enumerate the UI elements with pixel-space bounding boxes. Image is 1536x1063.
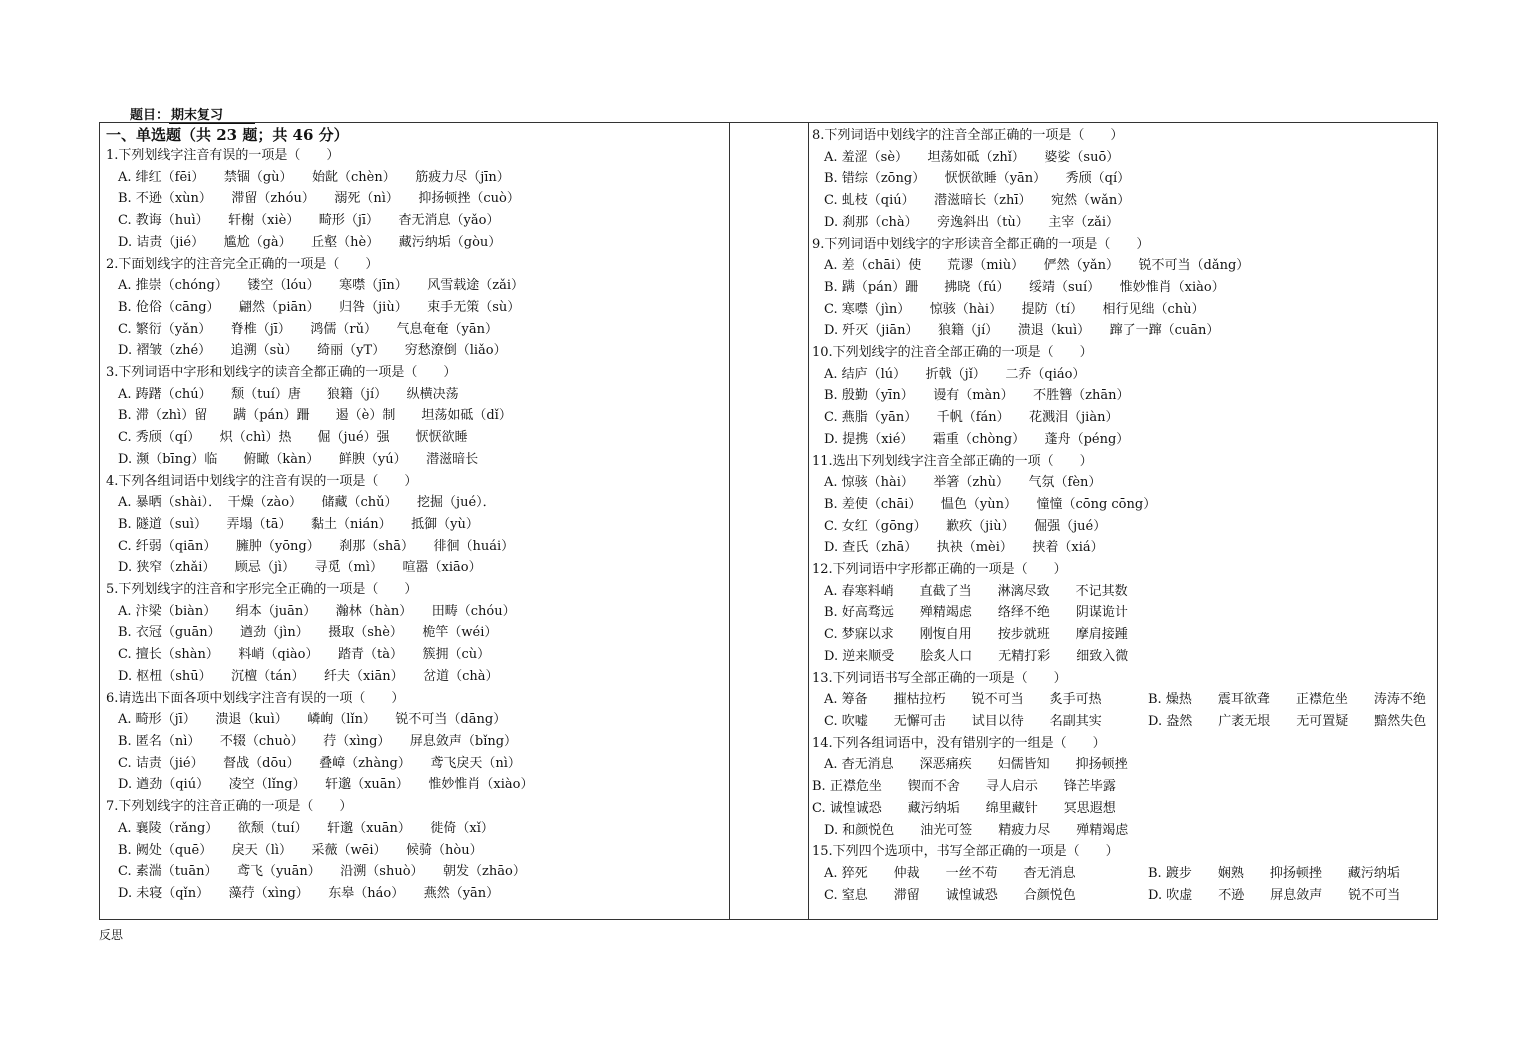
option-line: B. 殷勤（yīn） 谩有（màn） 不胜簪（zhān）	[824, 388, 1130, 404]
option-line: C. 教诲（huì） 轩榭（xiè） 畸形（jī） 杳无消息（yǎo）	[118, 213, 500, 229]
question-stem: 5.下列划线字的注音和字形完全正确的一项是（ ）	[106, 582, 418, 598]
option-line: C. 纤弱（qiān） 臃肿（yōng） 刹那（shā） 徘徊（huái）	[118, 538, 515, 554]
option-line: A. 畸形（jī） 溃退（kuì） 嶙峋（lǐn） 锐不可当（dāng）	[118, 712, 507, 728]
option-line: B. 差使（chāi） 愠色（yùn） 憧憧（cōng cōng）	[824, 496, 1157, 512]
question-table	[99, 122, 1438, 920]
option-line: D. 提携（xié） 霜重（chòng） 蓬舟（péng）	[824, 431, 1130, 447]
section-heading: 一、单选题（共 23 题；共 46 分）	[106, 126, 349, 144]
option-line: A. 惊骇（hài） 举箸（zhù） 气氛（fèn）	[824, 475, 1102, 491]
option-line: D. 歼灭（jiān） 狼籍（jí） 溃退（kuì） 蹿了一蹿（cuān）	[824, 323, 1220, 339]
reflection-label: 反思	[99, 928, 124, 942]
option-line: D. 刹那（chà） 旁逸斜出（tù） 主宰（zǎi）	[824, 214, 1119, 230]
option-line: C. 素湍（tuān） 鸢飞（yuān） 沿溯（shuò） 朝发（zhāo）	[118, 864, 526, 880]
option-line: C. 虬枝（qiú） 潜滋暗长（zhī） 宛然（wǎn）	[824, 193, 1131, 209]
question-stem: 8.下列词语中划线字的注音全部正确的一项是（ ）	[812, 128, 1124, 143]
title-value: 期末复习	[169, 104, 255, 124]
column-divider	[729, 123, 730, 919]
option-line: C. 寒噤（jìn） 惊骇（hài） 提防（tí） 相行见绌（chù）	[824, 301, 1205, 317]
question-stem: 6.请选出下面各项中划线字注音有误的一项（ ）	[106, 690, 405, 706]
option-line: B. 不逊（xùn） 滞留（zhóu） 溺死（nì） 抑扬顿挫（cuò）	[118, 191, 520, 207]
option-line: C. 诘责（jié） 督战（dōu） 叠嶂（zhàng） 鸢飞戾天（nì）	[118, 755, 521, 771]
option-line: A. 推崇（chóng） 镂空（lóu） 寒噤（jīn） 风雪载途（zǎi）	[118, 278, 525, 294]
option-line: B. 蹒（pán）跚 拂晓（fú） 绥靖（suí） 惟妙惟肖（xiào）	[824, 279, 1225, 295]
question-stem: 2.下面划线字的注音完全正确的一项是（ ）	[106, 256, 379, 272]
question-stem: 11.选出下列划线字注音全部正确的一项（ ）	[812, 453, 1093, 469]
question-stem: 1.下列划线字注音有误的一项是（ ）	[106, 148, 340, 163]
option-row	[812, 885, 1434, 907]
option-line: D. 和颜悦色 油光可签 精疲力尽 殚精竭虑	[824, 822, 1129, 838]
option-line: D. 未寝（qǐn） 藻荇（xìng） 东皋（háo） 燕然（yān）	[118, 885, 500, 901]
question-stem: 15.下列四个选项中，书写全部正确的一项是（ ）	[812, 844, 1119, 860]
option-text: D. 盎然 广袤无垠 无可置疑 黯然失色	[1148, 713, 1427, 729]
option-line: A. 杳无消息 深恶痛疾 妇儒皆知 抑扬顿挫	[824, 757, 1128, 773]
option-text: A. 筹备 摧枯拉朽 锐不可当 炙手可热	[824, 692, 1102, 708]
worksheet-title	[130, 104, 255, 124]
option-line: C. 女红（gōng） 歉疚（jiù） 倔强（jué）	[824, 518, 1107, 534]
option-row	[812, 711, 1434, 733]
option-line: B. 滞（zhì）留 蹒（pán）跚 遏（è）制 坦荡如砥（dǐ）	[118, 408, 512, 424]
option-line: D. 逆来顺受 脍炙人口 无精打彩 细致入微	[824, 648, 1129, 664]
option-line: B. 阙处（quē） 戾天（lì） 采薇（wēi） 候骑（hòu）	[118, 842, 483, 858]
right-question-list	[812, 125, 1434, 906]
question-stem: 3.下列词语中字形和划线字的读音全都正确的一项是（ ）	[106, 365, 457, 381]
option-line: C. 燕脂（yān） 千帆（fán） 花溅泪（jiàn）	[824, 410, 1119, 426]
option-line: C. 秀颀（qí） 炽（chì）热 倔（jué）强 恹恹欲睡	[118, 430, 468, 446]
option-text: B. 燥热 震耳欲聋 正襟危坐 涛涛不绝	[1148, 692, 1426, 708]
option-row	[812, 689, 1434, 711]
option-line: B. 衣冠（guān） 遒劲（jìn） 摄取（shè） 桅竿（wéi）	[118, 625, 498, 641]
question-stem: 10.下列划线字的注音全部正确的一项是（ ）	[812, 345, 1093, 361]
option-text: A. 猝死 仲裁 一丝不苟 杳无消息	[824, 865, 1076, 881]
option-line: A. 差（chāi）使 荒谬（miù） 俨然（yǎn） 锐不可当（dǎng）	[824, 258, 1250, 274]
option-line: A. 绯红（fēi） 禁锢（gù） 始龀（chèn） 筋疲力尽（jīn）	[118, 169, 510, 185]
question-stem: 14.下列各组词语中，没有错别字的一组是（ ）	[812, 735, 1106, 751]
option-text: C. 吹嘘 无懈可击 试目以待 名副其实	[824, 713, 1102, 729]
option-line: D. 遒劲（qiú） 凌空（lǐng） 轩邈（xuān） 惟妙惟肖（xiào）	[118, 777, 534, 793]
question-stem: 4.下列各组词语中划线字的注音有误的一项是（ ）	[106, 473, 418, 489]
option-row	[812, 863, 1434, 885]
question-stem: 9.下列词语中划线字的字形读音全都正确的一项是（ ）	[812, 236, 1150, 252]
question-stem: 13.下列词语书写全部正确的一项是（ ）	[812, 670, 1067, 686]
option-line: A. 羞涩（sè） 坦荡如砥（zhǐ） 婆娑（suō）	[824, 149, 1120, 165]
right-column	[812, 125, 1434, 906]
option-line: A. 汴梁（biàn） 绢本（juān） 瀚林（hàn） 田畴（chóu）	[118, 603, 516, 619]
option-text: D. 吹虚 不逊 屏息敛声 锐不可当	[1148, 887, 1401, 903]
option-line: B. 伧俗（cāng） 翩然（piān） 归咎（jiù） 束手无策（sù）	[118, 299, 521, 315]
option-line: B. 隧道（suì） 弄塌（tā） 黏土（nián） 抵御（yù）	[118, 516, 479, 532]
option-line: D. 濒（bīng）临 俯瞰（kàn） 鲜腴（yú） 潜滋暗长	[118, 451, 479, 467]
option-line: C. 擅长（shàn） 料峭（qiào） 踏青（tà） 簇拥（cù）	[118, 647, 491, 663]
option-line: A. 襄陵（rǎng） 欲颓（tuí） 轩邈（xuān） 徙倚（xǐ）	[118, 820, 494, 836]
option-line: C. 诚惶诚恐 藏污纳垢 绵里藏针 冥思遐想	[812, 800, 1116, 816]
option-line: D. 褶皱（zhé） 追溯（sù） 绮丽（yT） 穷愁潦倒（liǎo）	[118, 343, 507, 359]
option-line: D. 枢杻（shū） 沉檀（tán） 纤夫（xiān） 岔道（chà）	[118, 668, 499, 684]
option-line: A. 暴晒（shài）． 干燥（zào） 储藏（chǔ） 挖掘（jué）．	[118, 495, 496, 511]
question-stem: 12.下列词语中字形都正确的一项是（ ）	[812, 562, 1067, 578]
option-line: A. 踌躇（chú） 颓（tuí）唐 狼籍（jí） 纵横决荡	[118, 386, 459, 402]
option-line: B. 错综（zōng） 恹恹欲睡（yān） 秀颀（qí）	[824, 171, 1131, 187]
left-question-list	[106, 145, 726, 905]
option-line: C. 梦寐以求 刚愎自用 按步就班 摩肩接踵	[824, 627, 1128, 643]
option-text: C. 窒息 滞留 诚惶诚恐 合颜悦色	[824, 887, 1076, 903]
option-line: A. 春寒料峭 直截了当 淋漓尽致 不记其数	[824, 583, 1128, 599]
option-line: C. 繁衍（yǎn） 脊椎（jī） 鸿儒（rǔ） 气息奄奄（yān）	[118, 321, 498, 337]
option-line: B. 正襟危坐 锲而不舍 寻人启示 锋芒毕露	[812, 779, 1116, 795]
question-stem: 7.下列划线字的注音正确的一项是（ ）	[106, 799, 353, 815]
option-text: B. 踱步 娴熟 抑扬顿挫 藏污纳垢	[1148, 865, 1400, 881]
option-line: D. 查氏（zhā） 执袂（mèi） 挟着（xiá）	[824, 540, 1104, 556]
left-column	[106, 125, 726, 905]
option-line: B. 好高骛远 殚精竭虑 络绎不绝 阴谋诡计	[824, 605, 1128, 621]
column-divider	[808, 123, 809, 919]
option-line: B. 匿名（nì） 不辍（chuò） 荇（xìng） 屏息敛声（bǐng）	[118, 733, 518, 749]
option-line: D. 狭窄（zhǎi） 顾忌（jì） 寻觅（mì） 喧嚣（xiāo）	[118, 560, 482, 576]
option-line: A. 结庐（lú） 折戟（jǐ） 二乔（qiáo）	[824, 366, 1086, 382]
option-line: D. 诘责（jié） 尴尬（gà） 丘壑（hè） 藏污纳垢（gòu）	[118, 234, 502, 250]
title-label: 题目：	[130, 108, 170, 123]
